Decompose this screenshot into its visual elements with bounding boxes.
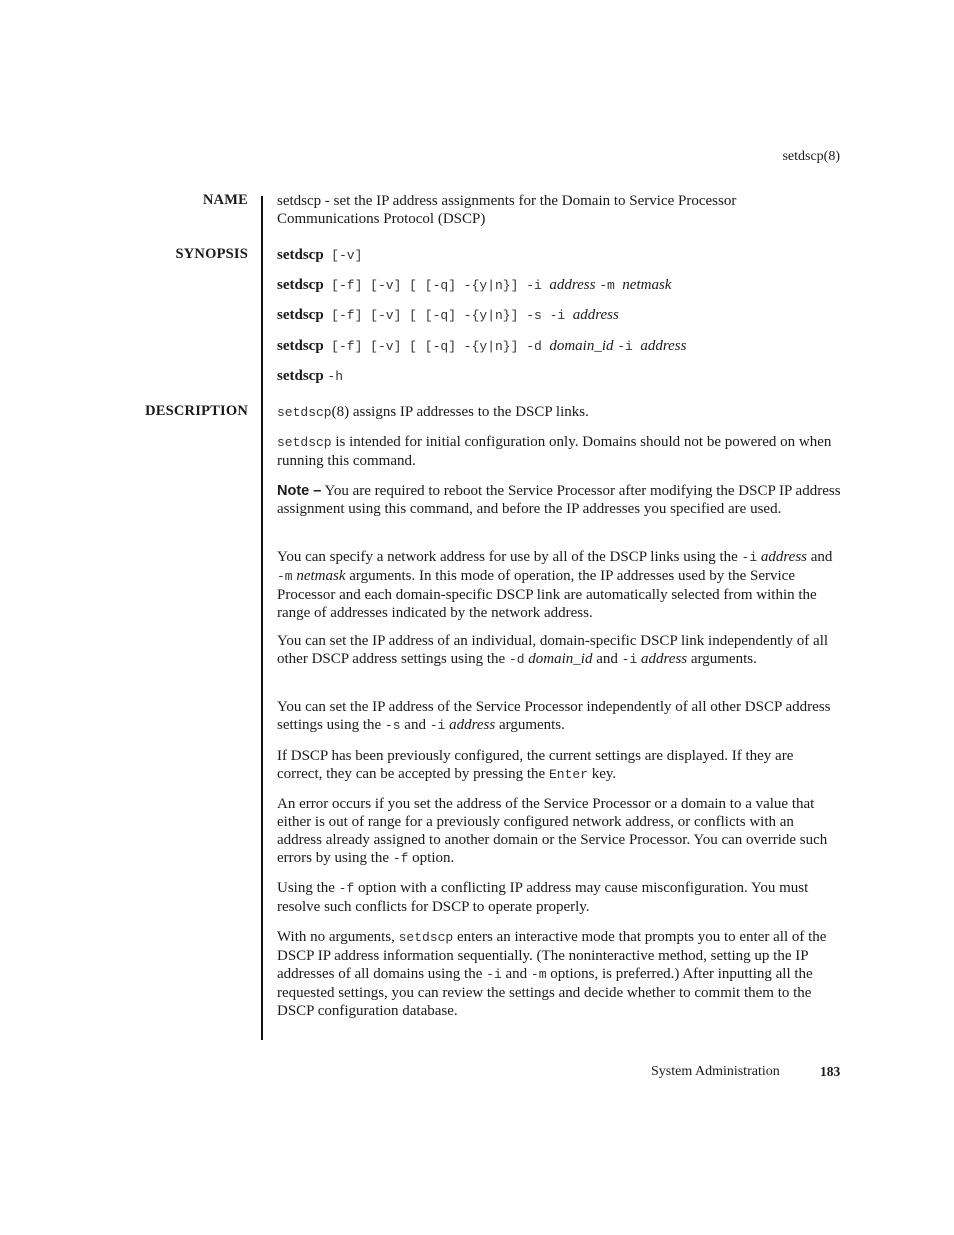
synopsis-args: -i <box>617 339 633 354</box>
synopsis-args: [-f] [-v] [ [-q] -{y|n}] -d <box>331 339 542 354</box>
description-paragraph-1 <box>277 403 842 422</box>
description-heading: DESCRIPTION <box>145 403 248 419</box>
paragraph-text: (8) assigns IP addresses to the DSCP links. <box>331 404 589 420</box>
description-paragraph-8 <box>277 879 842 916</box>
page-number: 183 <box>820 1064 841 1079</box>
synopsis-command: setdscp <box>277 247 324 263</box>
synopsis-line-2 <box>277 276 847 295</box>
paragraph-text: and <box>400 717 430 733</box>
synopsis-args: [-v] <box>331 248 363 263</box>
inline-param: domain_id <box>528 651 593 667</box>
synopsis-command: setdscp <box>277 368 324 384</box>
name-text: setdscp - set the IP address assignments for the Domain to Service Processor Communications Protocol (DSCP) <box>277 193 737 227</box>
paragraph-text: You can set the IP address of an individual, domain-specific DSCP link independently of all other DSCP address settings using the <box>277 633 829 667</box>
description-paragraph-9 <box>277 928 842 1020</box>
synopsis-line-4 <box>277 337 847 356</box>
synopsis-command: setdscp <box>277 307 324 323</box>
note-label: Note – <box>277 483 322 499</box>
description-paragraph-3 <box>277 548 842 622</box>
synopsis-param: address <box>549 277 596 293</box>
inline-code: -i <box>741 550 758 565</box>
inline-code: -i <box>429 718 446 733</box>
inline-code: Enter <box>548 767 588 782</box>
inline-code: -f <box>392 851 409 866</box>
inline-param: netmask <box>296 568 346 584</box>
inline-code: setdscp <box>398 930 454 945</box>
inline-code: setdscp <box>277 435 332 450</box>
synopsis-args: [-f] [-v] [ [-q] -{y|n}] -i <box>331 278 542 293</box>
inline-code: -i <box>486 967 502 982</box>
paragraph-text: is intended for initial configuration only. Domains should not be powered on when running this command. <box>277 434 832 469</box>
inline-code: -d <box>508 652 525 667</box>
description-paragraph-7 <box>277 795 842 868</box>
paragraph-text: and <box>501 966 531 982</box>
synopsis-line-3 <box>277 306 847 325</box>
paragraph-text: enters an interactive mode that prompts you to enter all of the DSCP IP address information sequentially. (The noninteractive method, setting up the IP addresses of all domains using the <box>277 929 827 982</box>
paragraph-text: If DSCP has been previously configured, the current settings are displayed. If they are correct, they can be accepted by pressing the <box>277 748 794 782</box>
inline-code: -f <box>338 881 355 896</box>
inline-param: address <box>449 717 496 733</box>
paragraph-text: You can specify a network address for use by all of the DSCP links using the <box>277 549 742 565</box>
running-head: setdscp(8) <box>782 149 840 164</box>
synopsis-line-5 <box>277 367 847 386</box>
inline-code: -i <box>621 652 638 667</box>
paragraph-text: With no arguments, <box>277 929 399 945</box>
description-paragraph-5 <box>277 698 842 735</box>
synopsis-args: [-f] [-v] [ [-q] -{y|n}] -s -i <box>331 308 566 323</box>
synopsis-args: -m <box>599 278 615 293</box>
paragraph-text: arguments. In this mode of operation, the IP addresses used by the Service Processor and each domain-specific DSCP link are automatically selected from within the range of addresses indicated by the network address. <box>277 568 817 621</box>
paragraph-text: You can set the IP address of the Service Processor independently of all other DSCP address settings using the <box>277 699 831 733</box>
inline-code: -m <box>530 967 547 982</box>
inline-code: -m <box>277 569 293 584</box>
inline-code: setdscp <box>277 405 332 420</box>
name-heading: NAME <box>202 192 248 208</box>
paragraph-text: Using the <box>277 880 339 896</box>
synopsis-param: domain_id <box>549 338 614 354</box>
inline-param: address <box>760 549 808 565</box>
paragraph-text: and <box>807 549 833 565</box>
description-paragraph-2 <box>277 433 842 470</box>
description-paragraph-4 <box>277 632 842 669</box>
inline-param: address <box>641 651 688 667</box>
inline-code: -s <box>384 718 401 733</box>
description-paragraph-6 <box>277 747 842 784</box>
synopsis-command: setdscp <box>277 338 324 354</box>
paragraph-text: key. <box>587 766 617 782</box>
synopsis-param: address <box>640 338 687 354</box>
synopsis-line-1 <box>277 246 847 265</box>
paragraph-text: and <box>592 651 622 667</box>
paragraph-text: options, is preferred.) After inputting all the requested settings, you can review the settings and decide whether to commit them to the DSCP configuration database. <box>277 966 813 1019</box>
footer-title: System Administration <box>651 1064 780 1079</box>
synopsis-param: netmask <box>622 277 672 293</box>
synopsis-command: setdscp <box>277 277 324 293</box>
paragraph-text: You are required to reboot the Service Processor after modifying the DSCP IP address assignment using this command, and before the IP addresses you specified are used. <box>277 483 841 517</box>
paragraph-text: arguments. <box>687 651 757 667</box>
paragraph-text: option. <box>408 850 455 866</box>
paragraph-text: option with a conflicting IP address may cause misconfiguration. You must resolve such conflicts for DSCP to operate properly. <box>277 880 809 915</box>
section-rule <box>261 196 263 1040</box>
paragraph-text: arguments. <box>495 717 565 733</box>
synopsis-heading: SYNOPSIS <box>175 246 248 262</box>
synopsis-param: address <box>572 307 619 323</box>
synopsis-args: -h <box>327 369 344 384</box>
paragraph-text: An error occurs if you set the address of the Service Processor or a domain to a value that either is out of range for a previously configured network address, or conflicts with an address already assigned to another domain or the Service Processor. You can override such errors by using the <box>277 796 828 866</box>
note-paragraph <box>277 482 842 518</box>
